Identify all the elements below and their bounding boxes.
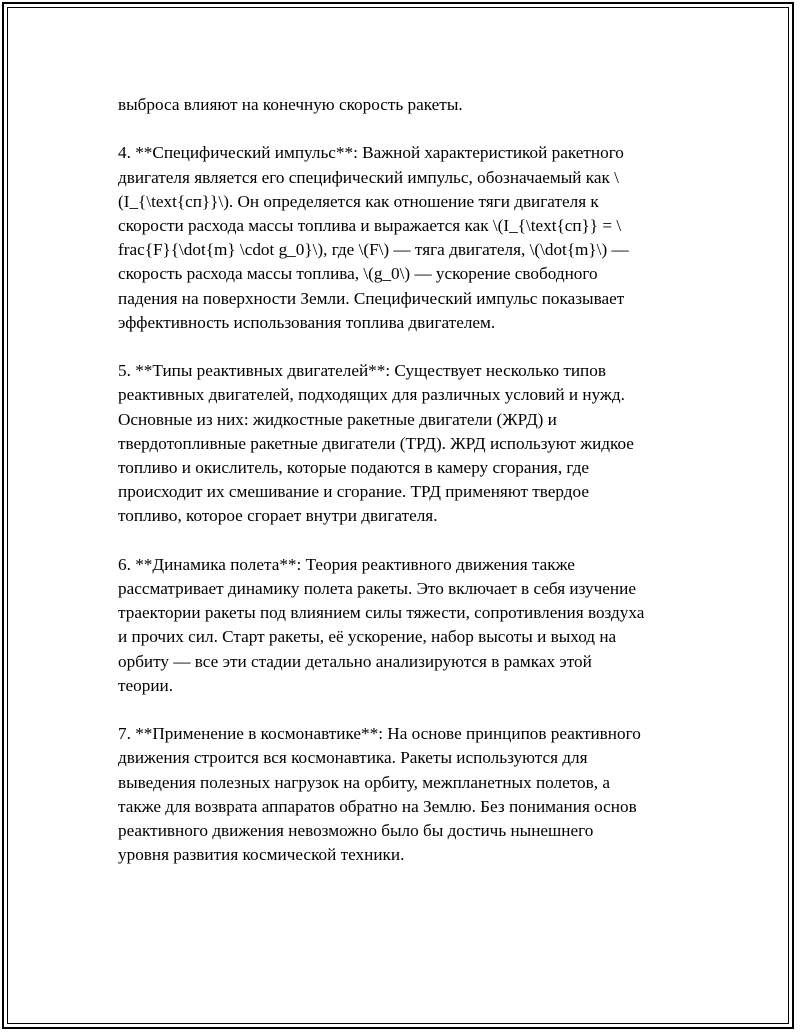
document-body [118, 93, 698, 892]
paragraph-continuation: выброса влияют на конечную скорость ракеты. [118, 95, 463, 114]
paragraph-cosmonautics: 7. **Применение в космонавтике**: На основе принципов реактивного движения строится вся космонавтика. Ракеты используются для выведения полезных нагрузок на орбиту, межпланетных полетов, а также для возврата аппаратов обратно на Землю. Без понимания основ реактивного движения невозможно было бы достичь нынешнего уровня развития космической техники. [118, 724, 641, 865]
paragraph-specific-impulse: 4. **Специфический импульс**: Важной характеристикой ракетного двигателя является его специфический импульс, обозначаемый как \ (I_{\text{сп}}\). Он определяется как отношение тяги двигателя к скорости расхода массы топлива и выражается как \(I_{\text{сп}} = \ frac{F}{\dot{m} \cdot g_0}\), где \(F\) — тяга двигателя, \(\dot{m}\) — скорость расхода массы топлива, \(g_0\) — ускорение свободного падения на поверхности Земли. Специфический импульс показывает эффективность использования топлива двигателем. [118, 143, 629, 332]
paragraph-engine-types: 5. **Типы реактивных двигателей**: Существует несколько типов реактивных двигателей, подходящих для различных условий и нужд. Основные из них: жидкостные ракетные двигатели (ЖРД) и твердотопливные ракетные двигатели (ТРД). ЖРД используют жидкое топливо и окислитель, которые подаются в камеру сгорания, где происходит их смешивание и сгорание. ТРД применяют твердое топливо, которое сгорает внутри двигателя. [118, 361, 634, 526]
paragraph-flight-dynamics: 6. **Динамика полета**: Теория реактивного движения также рассматривает динамику полета ракеты. Это включает в себя изучение траектории ракеты под влиянием силы тяжести, сопротивления воздуха и прочих сил. Старт ракеты, её ускорение, набор высоты и выход на орбиту — все эти стадии детально анализируются в рамках этой теории. [118, 554, 645, 695]
